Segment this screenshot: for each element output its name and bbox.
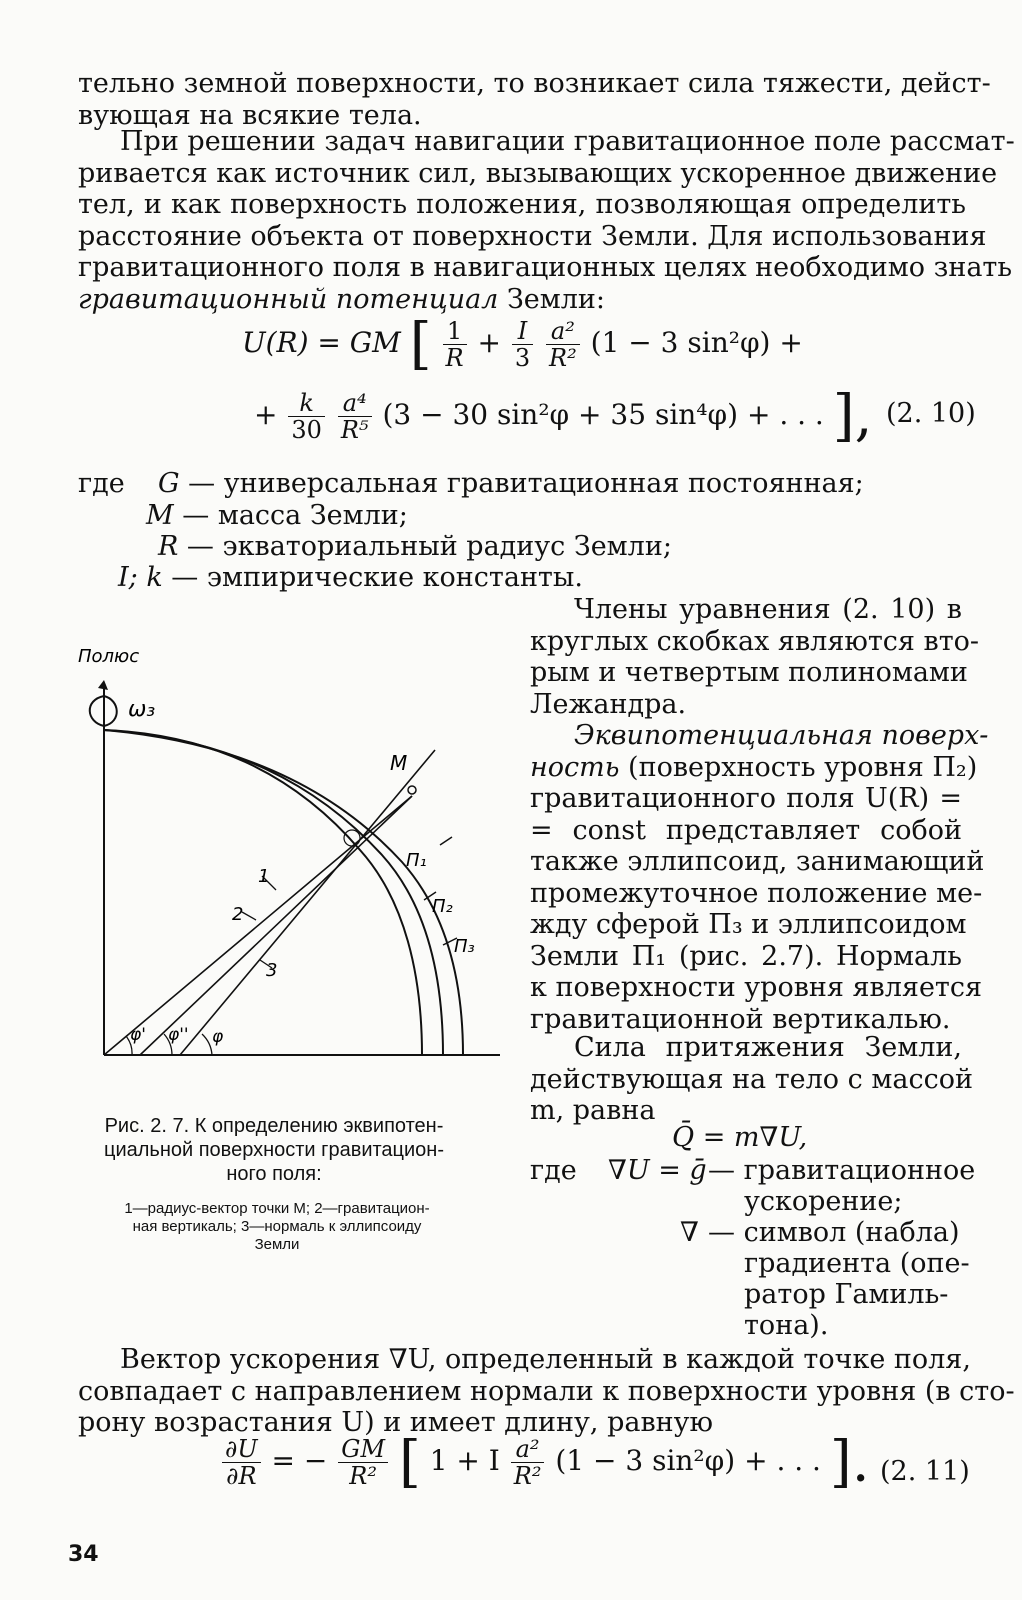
where-word-2: где bbox=[530, 1155, 577, 1186]
denominator: 3 bbox=[514, 344, 531, 372]
numerator: GM bbox=[338, 1436, 388, 1463]
definition-R bbox=[158, 531, 672, 562]
symbol: M bbox=[146, 500, 174, 531]
bracket-open: [ bbox=[398, 1429, 421, 1495]
line-1-label: 1 bbox=[258, 866, 270, 887]
text-line: тельно земной поверхности, то возникает сила тяжести, дейст- bbox=[78, 68, 991, 99]
denominator: 30 bbox=[291, 416, 322, 444]
fraction bbox=[288, 390, 325, 443]
fraction bbox=[338, 1436, 388, 1489]
figure-legend bbox=[62, 1200, 492, 1254]
numerator: a² bbox=[546, 318, 580, 345]
definition-M bbox=[146, 500, 408, 531]
text-line: градиента (опе- bbox=[744, 1248, 970, 1279]
eq-body: 1 + I bbox=[429, 1444, 500, 1477]
level-surface-P2 bbox=[104, 730, 443, 1055]
legend-line: 1—радиус-вектор точки М; 2—гравитацион- bbox=[124, 1200, 430, 1217]
angle-phi-prime-label: φ' bbox=[130, 1025, 146, 1045]
eq-tail: (1 − 3 sin²φ) + . . . bbox=[555, 1444, 821, 1477]
text-line: Члены уравнения (2. 10) в bbox=[574, 594, 962, 625]
caption-line: ного поля: bbox=[226, 1163, 322, 1185]
text-fragment: Земли: bbox=[498, 283, 606, 315]
equation-2-11 bbox=[220, 1429, 870, 1495]
text-line: также эллипсоид, занимающий bbox=[530, 846, 985, 877]
definition-text: — экваториальный радиус Земли; bbox=[178, 531, 672, 562]
fraction bbox=[443, 318, 467, 371]
surface-P2-label: П₂ bbox=[432, 896, 453, 917]
eq-part-2: (3 − 30 sin²φ + 35 sin⁴φ) + . . . bbox=[382, 398, 824, 431]
definition-text: — эмпирические константы. bbox=[162, 562, 583, 593]
numerator: k bbox=[288, 390, 325, 417]
line-2-label: 2 bbox=[232, 904, 244, 925]
angle-phi-label: φ bbox=[212, 1027, 224, 1047]
definition-nabla-symbol: ∇ bbox=[680, 1217, 699, 1248]
text-line: — символ (набла) bbox=[708, 1217, 960, 1248]
ellipsoid-normal-line-3 bbox=[180, 750, 435, 1055]
bracket-open: [ bbox=[409, 311, 432, 377]
gravitational-vertical-line-2 bbox=[140, 796, 412, 1055]
fraction bbox=[546, 318, 580, 371]
surface-P3-label: П₃ bbox=[454, 936, 475, 957]
text-line: ривается как источник сил, вызывающих ускоренное движение bbox=[78, 157, 998, 189]
bracket-close: ]. bbox=[829, 1429, 870, 1495]
pole-label: Полюс bbox=[78, 646, 140, 667]
caption-line: Рис. 2. 7. К определению эквипотен- bbox=[104, 1115, 444, 1137]
caption-line: циальной поверхности гравитацион- bbox=[103, 1139, 445, 1161]
arrowhead-icon bbox=[98, 680, 108, 690]
fraction bbox=[512, 318, 533, 371]
point-M-label: M bbox=[390, 751, 408, 775]
legend-line: Земли bbox=[254, 1236, 300, 1253]
right-column-paragraph-3 bbox=[530, 1032, 973, 1127]
right-column-paragraph-1 bbox=[530, 594, 980, 720]
definition-text: — масса Земли; bbox=[173, 500, 408, 531]
definition-I-k bbox=[118, 562, 583, 593]
equation-2-10-line-2 bbox=[254, 383, 873, 449]
figure-caption bbox=[64, 1114, 484, 1186]
text-line: ускорение; bbox=[744, 1186, 903, 1217]
paragraph-1 bbox=[78, 68, 991, 131]
right-column-paragraph-2 bbox=[530, 720, 989, 1035]
numerator: a⁴ bbox=[338, 390, 372, 417]
fraction bbox=[511, 1436, 545, 1489]
tick-P1 bbox=[440, 837, 452, 845]
numerator: I bbox=[512, 318, 533, 345]
omega-label: ω₃ bbox=[128, 697, 156, 722]
definition-G bbox=[158, 468, 864, 499]
denominator: R² bbox=[349, 1462, 377, 1490]
plus-sign: + bbox=[477, 326, 501, 359]
denominator: ∂R bbox=[226, 1462, 257, 1490]
equals-minus: = − bbox=[271, 1444, 328, 1477]
text-line: действующая на тело с массой bbox=[530, 1063, 973, 1095]
text-fragment: (поверхность уровня П₂) bbox=[619, 751, 978, 783]
point-M bbox=[408, 786, 416, 794]
angle-arc-phi bbox=[202, 1034, 212, 1055]
text-line: гравитационной вертикалью. bbox=[530, 1003, 951, 1035]
fraction bbox=[338, 390, 372, 443]
paragraph-2 bbox=[78, 126, 1015, 315]
text-line: совпадает с направлением нормали к поверхности уровня (в сто- bbox=[78, 1375, 1015, 1407]
definition-nabla-U: ∇U = ḡ bbox=[608, 1155, 707, 1186]
numerator: ∂U bbox=[222, 1436, 261, 1463]
paragraph-4 bbox=[78, 1344, 1015, 1439]
text-line: ратор Гамиль- bbox=[744, 1279, 949, 1310]
angle-phi-double-prime-label: φ'' bbox=[168, 1025, 189, 1045]
text-line: Лежандра. bbox=[530, 688, 687, 720]
numerator: a² bbox=[511, 1436, 545, 1463]
equation-number-2-10: (2. 10) bbox=[886, 398, 976, 429]
where-word: где bbox=[78, 468, 125, 499]
text-line: промежуточное положение ме- bbox=[530, 877, 983, 909]
text-line: круглых скобках являются вто- bbox=[530, 625, 980, 657]
text-line: — гравитационное bbox=[708, 1155, 976, 1186]
equation-2-10-line-1 bbox=[242, 311, 803, 377]
text-line: Земли П₁ (рис. 2.7). Нормаль bbox=[530, 940, 962, 972]
symbol: G bbox=[158, 468, 180, 499]
ellipsoid-P1 bbox=[104, 730, 422, 1055]
page-number: 34 bbox=[68, 1542, 99, 1567]
numerator: 1 bbox=[443, 318, 467, 345]
text-line: Эквипотенциальная поверх- bbox=[574, 720, 989, 751]
text-line: тел, и как поверхность положения, позволяющая определить bbox=[78, 189, 966, 220]
text-line bbox=[530, 751, 978, 784]
fraction bbox=[222, 1436, 261, 1489]
text-line: вующая на всякие тела. bbox=[78, 99, 422, 131]
definition-gravity-acceleration bbox=[708, 1155, 975, 1217]
denominator: R bbox=[445, 344, 464, 372]
text-line: к поверхности уровня является bbox=[530, 972, 983, 1003]
text-line: Сила притяжения Земли, bbox=[574, 1032, 962, 1063]
definition-nabla-text bbox=[708, 1217, 970, 1341]
legend-line: ная вертикаль; 3—нормаль к эллипсоиду bbox=[132, 1218, 422, 1235]
text-line: m, равна bbox=[530, 1095, 656, 1126]
denominator: R² bbox=[513, 1462, 542, 1490]
text-line: При решении задач навигации гравитационное поле рассмат- bbox=[120, 126, 1015, 157]
text-line: расстояние объекта от поверхности Земли. Для использования bbox=[78, 220, 987, 252]
term-gravitational-potential: гравитационный потенциал bbox=[78, 283, 499, 315]
text-line: = const представляет собой bbox=[530, 814, 962, 846]
line-3-label: 3 bbox=[266, 960, 278, 981]
text-line: Вектор ускорения ∇U, определенный в каждой точке поля, bbox=[120, 1344, 971, 1375]
definition-text: — универсальная гравитационная постоянная; bbox=[179, 468, 864, 499]
text-line: гравитационного поля в навигационных целях необходимо знать bbox=[78, 252, 1013, 283]
normal-mark bbox=[344, 830, 360, 846]
equation-number-2-11: (2. 11) bbox=[880, 1456, 970, 1487]
bracket-close: ], bbox=[832, 383, 873, 449]
text-line: жду сферой П₃ и эллипсоидом bbox=[530, 909, 967, 940]
figure-2-7 bbox=[60, 630, 520, 1090]
term-fragment: ность bbox=[530, 751, 620, 783]
eq-lhs: U(R) = GM bbox=[242, 326, 401, 359]
denominator: R² bbox=[549, 344, 577, 372]
text-line: рону возрастания U) и имеет длину, равную bbox=[78, 1407, 714, 1438]
plus-sign: + bbox=[254, 398, 278, 431]
leader-2 bbox=[242, 912, 256, 920]
text-line: тона). bbox=[744, 1310, 829, 1341]
symbol: I; k bbox=[118, 562, 163, 593]
surface-P1-label: П₁ bbox=[406, 850, 427, 871]
text-line: рым и четвертым полиномами bbox=[530, 657, 968, 688]
equation-Q: Q̄ = m∇U, bbox=[672, 1122, 808, 1153]
text-line: гравитационного поля U(R) = bbox=[530, 783, 962, 814]
text-line bbox=[78, 284, 966, 316]
denominator: R⁵ bbox=[340, 416, 369, 444]
symbol: R bbox=[158, 531, 179, 562]
eq-part-1: (1 − 3 sin²φ) + bbox=[590, 326, 803, 359]
radius-vector-line-1 bbox=[104, 796, 412, 1055]
